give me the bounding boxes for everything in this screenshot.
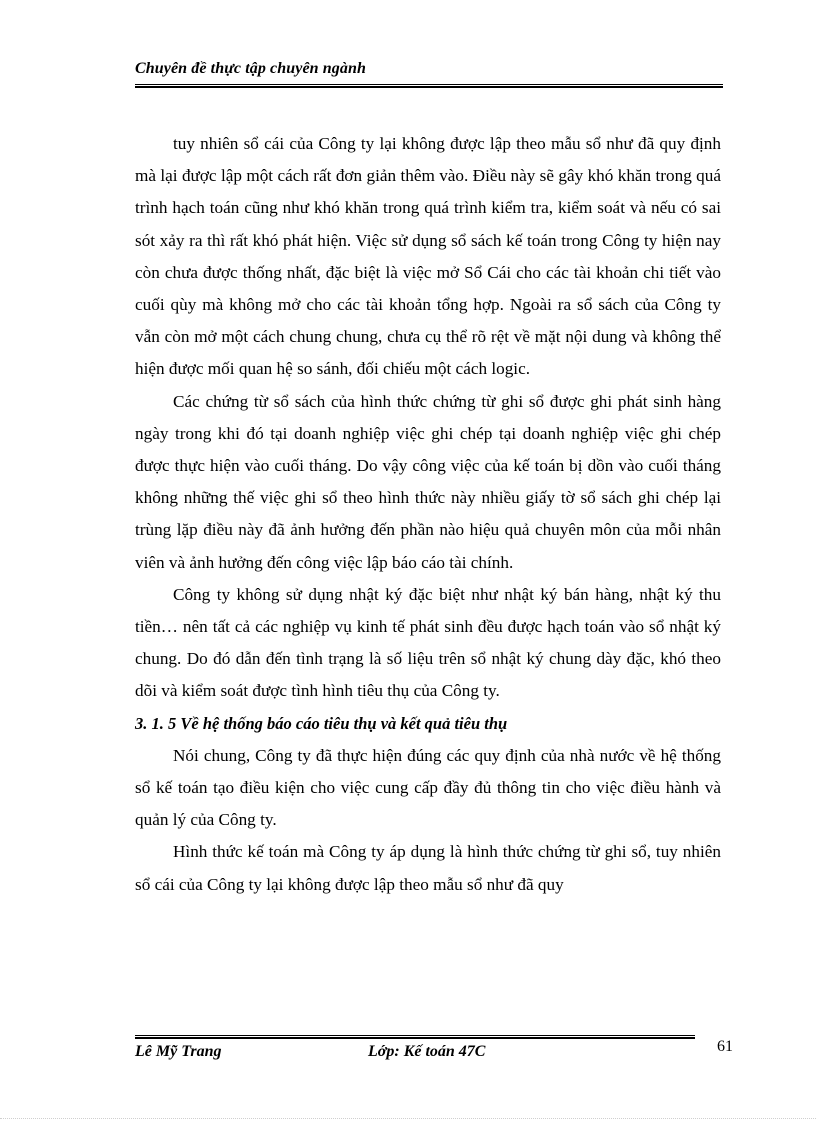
- page-header-title: Chuyên đề thực tập chuyên ngành: [135, 60, 366, 77]
- body-paragraph: Hình thức kế toán mà Công ty áp dụng là hình thức chứng từ ghi sổ, tuy nhiên sổ cái của Công ty lại không được lập theo mẫu sổ như đã quy: [135, 842, 721, 894]
- page-number: 61: [717, 1038, 733, 1055]
- body-paragraph: Các chứng từ sổ sách của hình thức chứng từ ghi sổ được ghi phát sinh hàng ngày trong khi đó tại doanh nghiệp việc ghi chép tại doanh nghiệp việc ghi chép được thực hiện vào cuối tháng. Do vậy công việc của kế toán bị dồn vào cuối tháng không những thế việc ghi sổ theo hình thức này nhiều giấy tờ sổ sách ghi chép lại trùng lặp điều này đã ảnh hưởng đến phần nào hiệu quả chuyên môn của mỗi nhân viên và ảnh hưởng đến công việc lập báo cáo tài chính.: [135, 391, 721, 572]
- body-paragraph: Nói chung, Công ty đã thực hiện đúng các quy định của nhà nước về hệ thống sổ kế toán tạo điều kiện cho việc cung cấp đầy đủ thông tin cho việc điều hành và quản lý của Công ty.: [135, 745, 721, 830]
- section-heading: 3. 1. 5 Về hệ thống báo cáo tiêu thụ và kết quả tiêu thụ: [135, 713, 508, 733]
- footer-rule: [135, 1035, 695, 1039]
- page-body: [135, 128, 721, 901]
- body-paragraph: Công ty không sử dụng nhật ký đặc biệt như nhật ký bán hàng, nhật ký thu tiền… nên tất cả các nghiệp vụ kinh tế phát sinh đều được hạch toán vào sổ nhật ký chung. Do đó dẫn đến tình trạng là số liệu trên sổ nhật ký chung dày đặc, khó theo dõi và kiểm soát được tình hình tiêu thụ của Công ty.: [135, 584, 721, 701]
- footer-class: Lớp: Kế toán 47C: [368, 1043, 486, 1060]
- body-paragraph: tuy nhiên sổ cái của Công ty lại không được lập theo mẫu sổ như đã quy định mà lại được lập một cách rất đơn giản thêm vào. Điều này sẽ gây khó khăn trong quá trình hạch toán cũng như khó khăn trong quá trình kiểm tra, kiểm soát và nếu có sai sót xảy ra thì rất khó phát hiện. Việc sử dụng sổ sách kế toán trong Công ty hiện nay còn chưa được thống nhất, đặc biệt là việc mở Sổ Cái cho các tài khoản chi tiết vào cuối qùy mà không mở cho các tài khoản tổng hợp. Ngoài ra sổ sách của Công ty vẫn còn mở một cách chung chung, chưa cụ thể rõ rệt về mặt nội dung và không thể hiện được mối quan hệ so sánh, đối chiếu một cách logic.: [135, 134, 721, 379]
- footer-author: Lê Mỹ Trang: [135, 1043, 222, 1060]
- page-edge-divider: [0, 1118, 816, 1119]
- header-rule: [135, 84, 723, 88]
